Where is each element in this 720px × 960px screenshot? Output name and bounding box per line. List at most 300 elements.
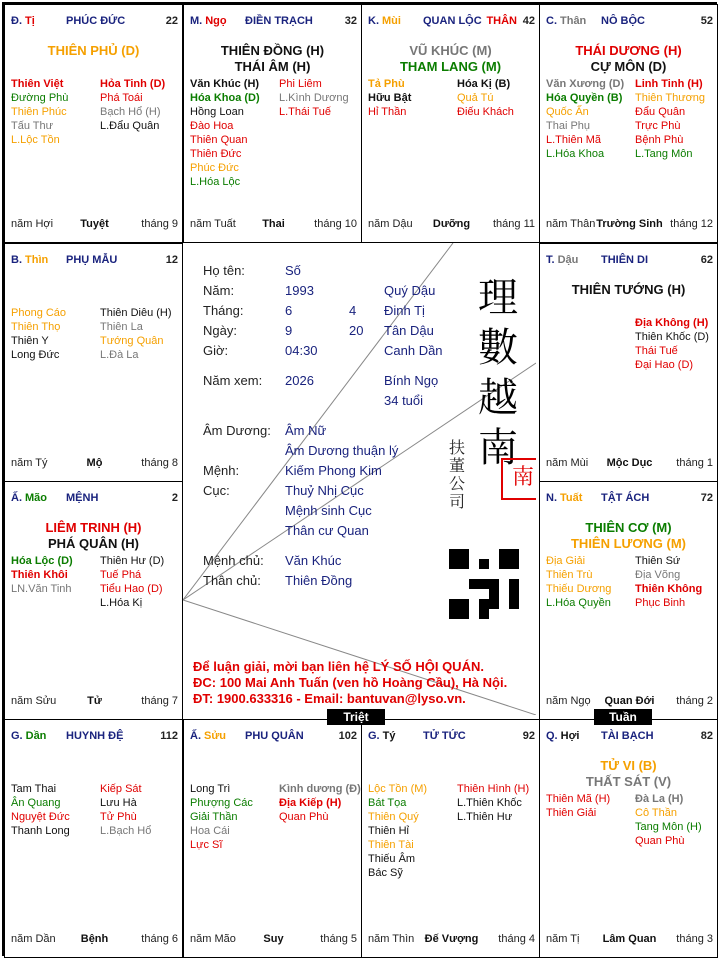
minor-star: Đẩu Quân (635, 106, 686, 118)
minor-stars-left (368, 77, 456, 119)
minor-star: Hoa Cái (190, 825, 230, 837)
minor-star: Giải Thần (190, 811, 238, 823)
main-stars (5, 43, 182, 59)
truong-sinh-phase: Lâm Quan (602, 933, 657, 945)
minor-star: Hóa Quyền (B) (546, 92, 623, 104)
minor-star: Phong Cáo (11, 307, 67, 319)
palace-name: THIÊN DI (601, 254, 649, 266)
minor-star: Tang Môn (H) (635, 821, 702, 833)
menh-label: Mệnh: (203, 463, 240, 478)
gio-value: 04:30 (285, 343, 318, 358)
minor-stars-left (11, 554, 99, 596)
minor-star: Địa Võng (635, 569, 681, 581)
thien-can: Ấ. (190, 730, 201, 742)
minor-star: Tuế Phá (100, 569, 142, 581)
dai-han-age: 32 (344, 15, 357, 27)
luu-nguyet-month: tháng 3 (676, 933, 713, 945)
dia-chi: Tị (25, 15, 35, 27)
truong-sinh-phase: Trường Sinh (596, 218, 663, 230)
palace-cell-hoi[interactable] (539, 719, 718, 958)
dai-han-age: 112 (160, 730, 178, 742)
palace-cell-ngo[interactable] (183, 4, 362, 243)
minor-star: Thiên Khôi (11, 569, 68, 581)
dia-chi: Thìn (25, 254, 49, 266)
palace-name: PHU QUÂN (245, 730, 304, 742)
minor-star: Ân Quang (11, 797, 61, 809)
main-stars (362, 43, 539, 75)
main-star: THAM LANG (M) (399, 59, 502, 74)
qr-code-icon[interactable] (449, 549, 519, 619)
palace-footer (368, 218, 535, 232)
minor-star: Thiên Phúc (11, 106, 67, 118)
minor-stars-right (279, 782, 362, 824)
minor-star: Hóa Lộc (D) (11, 555, 73, 567)
minor-star: Quan Phù (635, 835, 685, 847)
main-star: THIÊN CƠ (M) (585, 520, 672, 535)
minor-stars-right (100, 554, 183, 610)
minor-star: Lực Sĩ (190, 839, 223, 851)
menh-chu-label: Mệnh chủ: (203, 553, 264, 568)
luu-nguyet-month: tháng 5 (320, 933, 357, 945)
minor-stars-left (546, 77, 634, 161)
luu-nguyet-month: tháng 10 (314, 218, 357, 230)
palace-header (11, 15, 178, 31)
main-star: THẤT SÁT (V) (585, 774, 672, 789)
main-stars (5, 520, 182, 552)
minor-star: Tả Phù (368, 78, 405, 90)
palace-cell-suu[interactable] (183, 719, 362, 958)
truong-sinh-phase: Quan Đới (604, 695, 655, 707)
ad-line-1: Để luận giải, mời bạn liên hệ LÝ SỐ HỘI QUÁN. (193, 659, 484, 674)
thien-can: G. (11, 730, 23, 742)
dia-chi: Tý (382, 730, 396, 742)
palace-header (368, 730, 535, 746)
cuc-value: Thuỷ Nhị Cục (285, 483, 364, 498)
minor-star: Hỉ Thần (368, 106, 407, 118)
calligraphy-company: 扶董公司 (449, 438, 466, 511)
minor-star: Long Đức (11, 349, 60, 361)
minor-star: Hồng Loan (190, 106, 244, 118)
dai-han-age: 92 (522, 730, 535, 742)
luu-nguyet-month: tháng 7 (141, 695, 178, 707)
palace-name: MỆNH (66, 492, 99, 504)
dai-han-age: 42 (522, 15, 535, 27)
minor-star: Tam Thai (11, 783, 57, 795)
minor-star: Quả Tú (457, 92, 494, 104)
luu-nguyet-month: tháng 6 (141, 933, 178, 945)
luu-nien-year: năm Hợi (11, 218, 54, 230)
minor-star: Tử Phù (100, 811, 137, 823)
ad-line-2: ĐC: 100 Mai Anh Tuấn (ven hồ Hoàng Cầu), Hà Nội. (193, 675, 508, 690)
menh-sinh-cuc: Mệnh sinh Cục (285, 503, 372, 518)
palace-cell-mao[interactable] (4, 481, 183, 720)
minor-star: Bát Tọa (368, 797, 407, 809)
minor-star: Đại Hao (D) (635, 359, 694, 371)
palace-header (546, 254, 713, 270)
minor-star: Thiên La (100, 321, 143, 333)
menh-chu-value: Văn Khúc (285, 553, 342, 568)
luu-nguyet-month: tháng 4 (498, 933, 535, 945)
minor-star: Đường Phù (11, 92, 69, 104)
dai-han-age: 22 (165, 15, 178, 27)
triet-tag: Triệt (327, 709, 385, 725)
minor-star: Đà La (H) (635, 793, 684, 805)
minor-star: Thiên Thương (635, 92, 706, 104)
center-info-panel (183, 243, 536, 715)
luu-nguyet-month: tháng 2 (676, 695, 713, 707)
palace-footer (11, 457, 178, 471)
ngay-value-2: 20 (349, 323, 364, 338)
truong-sinh-phase: Tuyệt (80, 218, 109, 230)
main-star: VŨ KHÚC (M) (409, 43, 492, 58)
luu-nien-year: năm Thân (546, 218, 596, 230)
main-star: TỬ VI (B) (600, 758, 657, 773)
luu-nguyet-month: tháng 9 (141, 218, 178, 230)
palace-header (546, 730, 713, 746)
truong-sinh-phase: Mộ (86, 457, 103, 469)
minor-star: Thiên Tài (368, 839, 414, 851)
palace-footer (11, 218, 178, 232)
minor-stars-right (279, 77, 362, 119)
minor-star: Quan Phù (279, 811, 329, 823)
minor-stars-right (635, 792, 718, 848)
tuan-tag: Tuần (594, 709, 652, 725)
am-duong-thuan-ly: Âm Dương thuận lý (285, 443, 399, 458)
palace-header (11, 730, 178, 746)
dai-han-age: 72 (700, 492, 713, 504)
minor-star: Thiên Quan (190, 134, 248, 146)
minor-star: Thiếu Dương (546, 583, 612, 595)
thang-value-1: 6 (285, 303, 293, 318)
dia-chi: Dậu (557, 254, 579, 266)
main-stars (184, 43, 361, 75)
luu-nguyet-month: tháng 11 (492, 218, 535, 230)
than-chu-label: Thân chủ: (203, 573, 261, 588)
ho-ten-value: Số (285, 263, 301, 278)
minor-star: Tướng Quân (100, 335, 164, 347)
palace-footer (11, 933, 178, 947)
dia-chi: Ngọ (205, 15, 227, 27)
dai-han-age: 62 (700, 254, 713, 266)
thien-can: Ấ. (11, 492, 22, 504)
palace-header (11, 254, 178, 270)
palace-cell-ti[interactable] (4, 4, 183, 243)
calligraphy-logo: 理數越南 (478, 275, 518, 471)
main-stars (540, 758, 717, 790)
minor-star: Thiên Giải (546, 807, 597, 819)
truong-sinh-phase: Bệnh (80, 933, 109, 945)
minor-stars-right (457, 77, 540, 119)
minor-star: Lộc Tồn (M) (368, 783, 428, 795)
minor-star: Hóa Khoa (D) (190, 92, 260, 104)
ngay-can-chi: Tân Dậu (384, 323, 434, 338)
minor-star: Tiểu Hao (D) (100, 583, 163, 595)
palace-footer (546, 695, 713, 709)
minor-stars-right (100, 77, 183, 133)
minor-stars-left (11, 306, 99, 362)
minor-stars-right (635, 554, 718, 610)
dia-chi: Tuất (560, 492, 583, 504)
thien-can: G. (368, 730, 380, 742)
nam-can-chi: Quý Dậu (384, 283, 436, 298)
main-star: LIÊM TRINH (H) (45, 520, 142, 535)
thien-can: Đ. (11, 15, 22, 27)
minor-star: Hóa Kị (B) (457, 78, 511, 90)
minor-star: Địa Không (H) (635, 317, 709, 329)
tuoi-value: 34 tuổi (384, 393, 424, 408)
palace-cell-dau[interactable] (539, 243, 718, 482)
minor-star: Thiên Việt (11, 78, 64, 90)
minor-star: L.Thái Tuế (279, 106, 331, 118)
nam-xem-label: Năm xem: (203, 373, 263, 388)
minor-star: Địa Giải (546, 555, 586, 567)
truong-sinh-phase: Đế Vượng (424, 933, 479, 945)
thien-can: T. (546, 254, 555, 266)
luu-nien-year: năm Tị (546, 933, 580, 945)
palace-name: QUAN LỘC (423, 15, 482, 27)
palace-name: NÔ BỘC (601, 15, 645, 27)
dia-chi: Hợi (560, 730, 580, 742)
ngay-label: Ngày: (203, 323, 237, 338)
nam-xem-value: 2026 (285, 373, 314, 388)
minor-stars-right (635, 316, 718, 372)
minor-stars-left (368, 782, 456, 880)
minor-star: Thiên Quý (368, 811, 419, 823)
minor-star: Thiên Đức (190, 148, 242, 160)
main-star: THIÊN ĐỒNG (H) (220, 43, 325, 58)
minor-star: Điếu Khách (457, 106, 514, 118)
minor-star: L.Thiên Khốc (457, 797, 522, 809)
palace-cell-tuat[interactable] (539, 481, 718, 720)
palace-footer (11, 695, 178, 709)
minor-stars-left (11, 782, 99, 838)
minor-star: Phi Liêm (279, 78, 322, 90)
main-stars (540, 43, 717, 75)
minor-star: L.Thiên Hư (457, 811, 513, 823)
ad-line-3: ĐT: 1900.633316 - Email: bantuvan@lyso.vn. (193, 691, 466, 706)
minor-star: Thanh Long (11, 825, 70, 837)
minor-star: L.Hóa Lộc (190, 176, 241, 188)
palace-name: ĐIỀN TRẠCH (245, 15, 313, 27)
minor-star: L.Kình Dương (279, 92, 349, 104)
gio-can-chi: Canh Dần (384, 343, 443, 358)
luu-nien-year: năm Thìn (368, 933, 415, 945)
thang-value-2: 4 (349, 303, 357, 318)
red-seal-stamp: 南 (501, 458, 536, 500)
minor-star: Thiên Sứ (635, 555, 681, 567)
minor-star: L.Hóa Quyền (546, 597, 611, 609)
minor-star: Thiên Hỉ (368, 825, 409, 837)
nam-label: Năm: (203, 283, 235, 298)
than-chu-value: Thiên Đồng (285, 573, 353, 588)
dai-han-age: 52 (700, 15, 713, 27)
nam-xem-can-chi: Bính Ngọ (384, 373, 439, 388)
minor-star: Bệnh Phù (635, 134, 684, 146)
than-marker: THÂN (486, 15, 517, 27)
minor-star: Tấu Thư (11, 120, 54, 132)
palace-cell-dan[interactable] (4, 719, 183, 958)
minor-star: L.Hóa Kị (100, 597, 143, 609)
main-star: PHÁ QUÂN (H) (48, 536, 139, 551)
palace-name: TÀI BẠCH (601, 730, 654, 742)
luu-nien-year: năm Ngọ (546, 695, 591, 707)
minor-star: Long Trì (190, 783, 231, 795)
luu-nien-year: năm Dậu (368, 218, 413, 230)
cuc-label: Cục: (203, 483, 230, 498)
palace-footer (546, 933, 713, 947)
dia-chi: Mùi (382, 15, 401, 27)
luu-nien-year: năm Mùi (546, 457, 589, 469)
luu-nguyet-month: tháng 12 (670, 218, 713, 230)
thien-can: Q. (546, 730, 558, 742)
palace-name: TỬ TỨC (423, 730, 466, 742)
minor-star: L.Hóa Khoa (546, 148, 605, 160)
main-star: THIÊN PHỦ (D) (47, 43, 140, 58)
minor-stars-left (546, 554, 634, 610)
palace-footer (546, 218, 713, 232)
minor-star: L.Tang Môn (635, 148, 693, 160)
thien-can: B. (11, 254, 22, 266)
minor-stars-left (546, 792, 634, 820)
main-stars (540, 520, 717, 552)
palace-name: PHÚC ĐỨC (66, 15, 126, 27)
thang-can-chi: Đinh Tị (384, 303, 425, 318)
minor-star: Trực Phù (635, 120, 681, 132)
minor-star: Đào Hoa (190, 120, 234, 132)
minor-star: Thiên Mã (H) (546, 793, 611, 805)
minor-star: Hữu Bật (368, 92, 412, 104)
minor-star: Bác Sỹ (368, 867, 403, 879)
minor-star: Phúc Đức (190, 162, 239, 174)
ho-ten-label: Họ tên: (203, 263, 245, 278)
minor-star: Thiên Thọ (11, 321, 61, 333)
truong-sinh-phase: Dưỡng (432, 218, 471, 230)
luu-nien-year: năm Tuất (190, 218, 236, 230)
minor-star: Thiếu Âm (368, 853, 416, 865)
luu-nguyet-month: tháng 8 (141, 457, 178, 469)
truong-sinh-phase: Mộc Dục (606, 457, 653, 469)
minor-star: L.Lộc Tồn (11, 134, 60, 146)
minor-star: L.Bạch Hổ (100, 825, 152, 837)
palace-cell-thin[interactable] (4, 243, 183, 482)
am-duong-value: Âm Nữ (285, 423, 327, 438)
minor-star: Phượng Các (190, 797, 253, 809)
truong-sinh-phase: Suy (263, 933, 284, 945)
truong-sinh-phase: Tử (87, 695, 102, 707)
thien-can: K. (368, 15, 379, 27)
minor-stars-right (100, 306, 183, 362)
minor-stars-right (457, 782, 540, 824)
dai-han-age: 12 (165, 254, 178, 266)
dia-chi: Dần (25, 730, 47, 742)
luu-nien-year: năm Mão (190, 933, 236, 945)
minor-star: Lưu Hà (100, 797, 137, 809)
palace-cell-than[interactable] (539, 4, 718, 243)
main-star: THÁI DƯƠNG (H) (575, 43, 682, 58)
minor-star: Cô Thần (635, 807, 677, 819)
minor-stars-right (100, 782, 183, 838)
palace-footer (368, 933, 535, 947)
minor-stars-left (190, 782, 278, 852)
dai-han-age: 2 (171, 492, 178, 504)
palace-header (11, 492, 178, 508)
minor-star: L.Đà La (100, 349, 139, 361)
luu-nien-year: năm Sửu (11, 695, 57, 707)
minor-star: Thiên Khốc (D) (635, 331, 709, 343)
palace-header (546, 15, 713, 31)
dia-chi: Thân (560, 15, 587, 27)
dai-han-age: 82 (700, 730, 713, 742)
minor-star: Kình dương (Đ) (279, 783, 361, 795)
minor-star: Văn Khúc (H) (190, 78, 260, 90)
minor-star: Quốc Ấn (546, 106, 589, 118)
minor-star: Thiên Không (635, 583, 703, 595)
main-star: CỰ MÔN (D) (590, 59, 667, 74)
minor-star: Thiên Y (11, 335, 49, 347)
minor-star: Phục Binh (635, 597, 686, 609)
dia-chi: Sửu (204, 730, 227, 742)
minor-star: Văn Xương (D) (546, 78, 625, 90)
minor-stars-left (11, 77, 99, 147)
luu-nguyet-month: tháng 1 (676, 457, 713, 469)
minor-star: LN.Văn Tinh (11, 583, 72, 595)
main-star: THIÊN LƯƠNG (M) (570, 536, 687, 551)
minor-star: Thiên Trù (546, 569, 593, 581)
minor-star: Kiếp Sát (100, 783, 142, 795)
palace-footer (546, 457, 713, 471)
palace-cell-mui[interactable] (361, 4, 540, 243)
nam-value: 1993 (285, 283, 314, 298)
thien-can: C. (546, 15, 557, 27)
truong-sinh-phase: Thai (262, 218, 285, 230)
minor-star: Nguyệt Đức (11, 811, 70, 823)
minor-star: Bạch Hổ (H) (100, 106, 161, 118)
palace-footer (190, 218, 357, 232)
dai-han-age: 102 (338, 730, 357, 742)
minor-star: L.Đẩu Quân (100, 120, 160, 132)
minor-star: Thiên Hư (D) (100, 555, 165, 567)
ngay-value-1: 9 (285, 323, 293, 338)
palace-header (546, 492, 713, 508)
dia-chi: Mão (25, 492, 47, 504)
minor-star: L.Thiên Mã (546, 134, 602, 146)
am-duong-label: Âm Dương: (203, 423, 271, 438)
palace-name: TẬT ÁCH (601, 492, 650, 504)
minor-star: Thai Phụ (546, 120, 591, 132)
palace-footer (190, 933, 357, 947)
thien-can: N. (546, 492, 557, 504)
palace-name: HUYNH ĐỆ (66, 730, 124, 742)
gio-label: Giờ: (203, 343, 229, 358)
main-star: THIÊN TƯỚNG (H) (571, 282, 686, 297)
minor-stars-right (635, 77, 718, 161)
palace-cell-ty[interactable] (361, 719, 540, 958)
palace-name: PHỤ MẪU (66, 254, 118, 266)
thang-label: Tháng: (203, 303, 244, 318)
than-cu-quan: Thân cư Quan (285, 523, 369, 538)
menh-value: Kiếm Phong Kim (285, 463, 382, 478)
minor-star: Địa Kiếp (H) (279, 797, 342, 809)
palace-header (190, 15, 357, 31)
minor-star: Linh Tinh (H) (635, 78, 703, 90)
minor-star: Phá Toái (100, 92, 143, 104)
main-star: THÁI ÂM (H) (234, 59, 311, 74)
luu-nien-year: năm Dần (11, 933, 56, 945)
palace-header (190, 730, 357, 746)
main-stars (540, 282, 717, 298)
minor-star: Hỏa Tinh (D) (100, 78, 166, 90)
minor-star: Thái Tuế (635, 345, 678, 357)
